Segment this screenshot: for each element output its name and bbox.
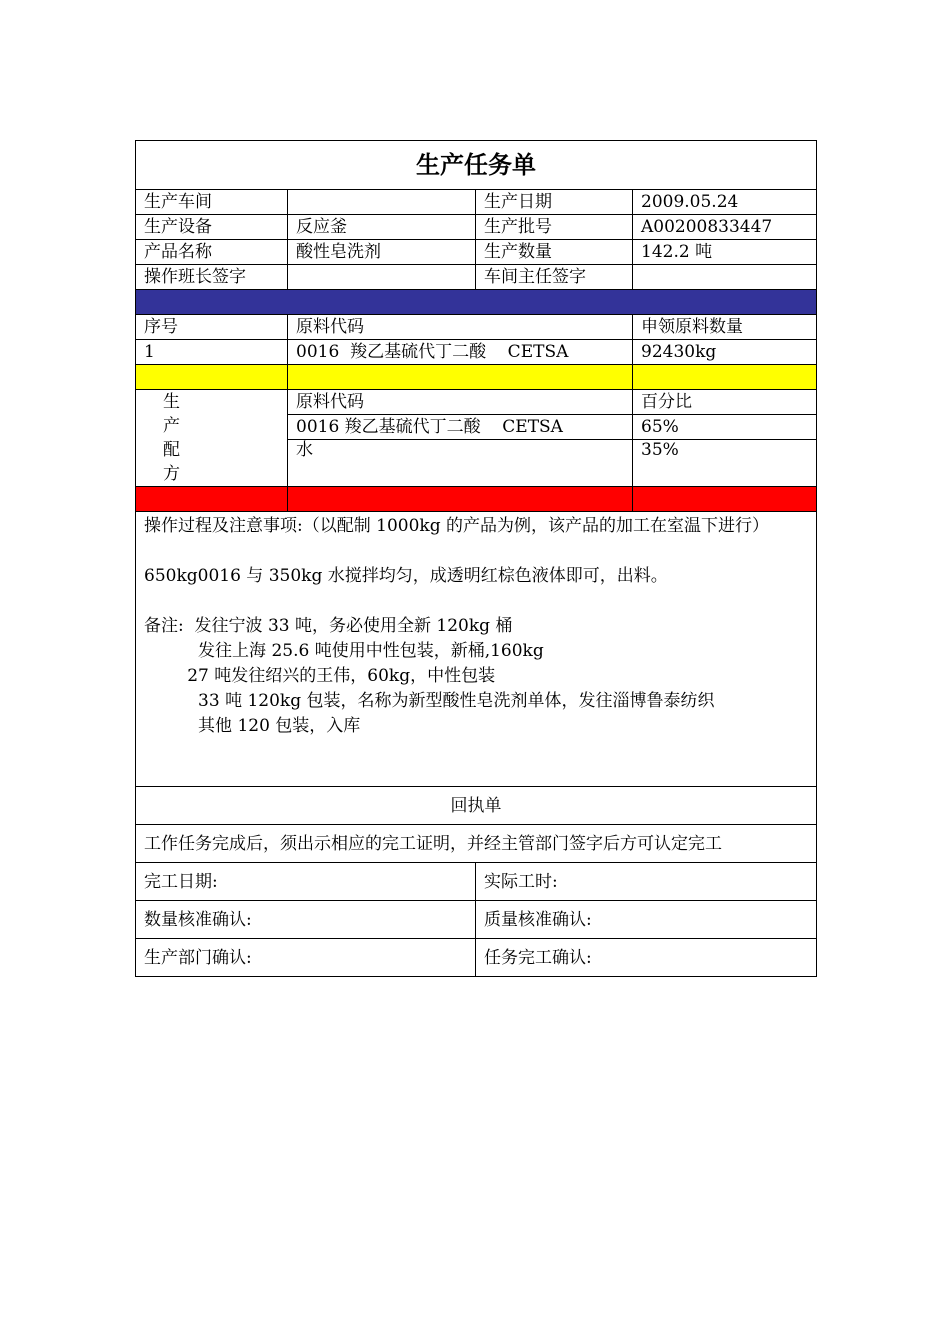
material-amount: 92430kg bbox=[633, 340, 817, 365]
task-table bbox=[135, 140, 817, 787]
receipt-table bbox=[135, 786, 817, 977]
operations-line: 650kg0016 与 350kg 水搅拌均匀，成透明红棕色液体即可，出料。 bbox=[144, 566, 668, 586]
equipment-label: 生产设备 bbox=[136, 215, 288, 240]
date-label: 生产日期 bbox=[476, 190, 633, 215]
completion-date-label: 完工日期: bbox=[136, 863, 476, 901]
operations-line: 操作过程及注意事项:（以配制 1000kg 的产品为例，该产品的加工在室温下进行） bbox=[144, 516, 769, 536]
materials-header-no: 序号 bbox=[136, 315, 288, 340]
actual-hours-label: 实际工时: bbox=[476, 863, 817, 901]
equipment-value: 反应釜 bbox=[288, 215, 476, 240]
yellow-divider-cell bbox=[633, 365, 817, 390]
formula-side-label bbox=[136, 390, 288, 487]
quantity-label: 生产数量 bbox=[476, 240, 633, 265]
director-sign-value bbox=[633, 265, 817, 290]
red-divider-cell bbox=[633, 487, 817, 512]
operations-line: 27 吨发往绍兴的王伟，60kg，中性包装 bbox=[144, 666, 496, 686]
operations-line bbox=[144, 589, 808, 614]
operations-notes bbox=[136, 512, 817, 787]
operations-line: 33 吨 120kg 包装，名称为新型酸性皂洗剂单体，发往淄博鲁泰纺织 bbox=[144, 691, 715, 711]
production-task-sheet bbox=[135, 140, 816, 977]
batch-label: 生产批号 bbox=[476, 215, 633, 240]
material-no: 1 bbox=[136, 340, 288, 365]
formula-side-char: 生 bbox=[163, 392, 180, 412]
workshop-value bbox=[288, 190, 476, 215]
yellow-divider-cell bbox=[136, 365, 288, 390]
operations-line: 发往上海 25.6 吨使用中性包装，新桶,160kg bbox=[144, 641, 544, 661]
quantity-value: 142.2 吨 bbox=[633, 240, 817, 265]
receipt-title: 回执单 bbox=[136, 787, 817, 825]
red-divider-cell bbox=[136, 487, 288, 512]
blue-divider bbox=[136, 290, 817, 315]
receipt-note: 工作任务完成后，须出示相应的完工证明，并经主管部门签字后方可认定完工 bbox=[136, 825, 817, 863]
materials-header-amount: 申领原料数量 bbox=[633, 315, 817, 340]
materials-header-code: 原料代码 bbox=[288, 315, 633, 340]
director-sign-label: 车间主任签字 bbox=[476, 265, 633, 290]
red-divider-cell bbox=[288, 487, 633, 512]
product-value: 酸性皂洗剂 bbox=[288, 240, 476, 265]
formula-percent: 65% bbox=[633, 415, 817, 440]
operations-line bbox=[144, 539, 808, 564]
formula-side-char: 配 bbox=[163, 440, 180, 460]
shift-sign-value bbox=[288, 265, 476, 290]
dept-confirm-label: 生产部门确认: bbox=[136, 939, 476, 977]
workshop-label: 生产车间 bbox=[136, 190, 288, 215]
material-code: 0016 羧乙基硫代丁二酸 CETSA bbox=[288, 340, 633, 365]
batch-value: A00200833447 bbox=[633, 215, 817, 240]
formula-code: 0016 羧乙基硫代丁二酸 CETSA bbox=[288, 415, 633, 440]
table-row bbox=[136, 340, 817, 365]
formula-code: 水 bbox=[288, 440, 633, 487]
quantity-check-label: 数量核准确认: bbox=[136, 901, 476, 939]
yellow-divider-cell bbox=[288, 365, 633, 390]
product-label: 产品名称 bbox=[136, 240, 288, 265]
formula-header-percent: 百分比 bbox=[633, 390, 817, 415]
formula-header-code: 原料代码 bbox=[288, 390, 633, 415]
date-value: 2009.05.24 bbox=[633, 190, 817, 215]
page-title: 生产任务单 bbox=[136, 141, 817, 190]
formula-side-char: 方 bbox=[163, 464, 180, 484]
formula-side-char: 产 bbox=[163, 416, 180, 436]
operations-line: 备注: 发往宁波 33 吨，务必使用全新 120kg 桶 bbox=[144, 616, 513, 636]
shift-sign-label: 操作班长签字 bbox=[136, 265, 288, 290]
quality-check-label: 质量核准确认: bbox=[476, 901, 817, 939]
task-confirm-label: 任务完工确认: bbox=[476, 939, 817, 977]
formula-percent: 35% bbox=[633, 440, 817, 487]
operations-line: 其他 120 包装，入库 bbox=[144, 716, 361, 736]
